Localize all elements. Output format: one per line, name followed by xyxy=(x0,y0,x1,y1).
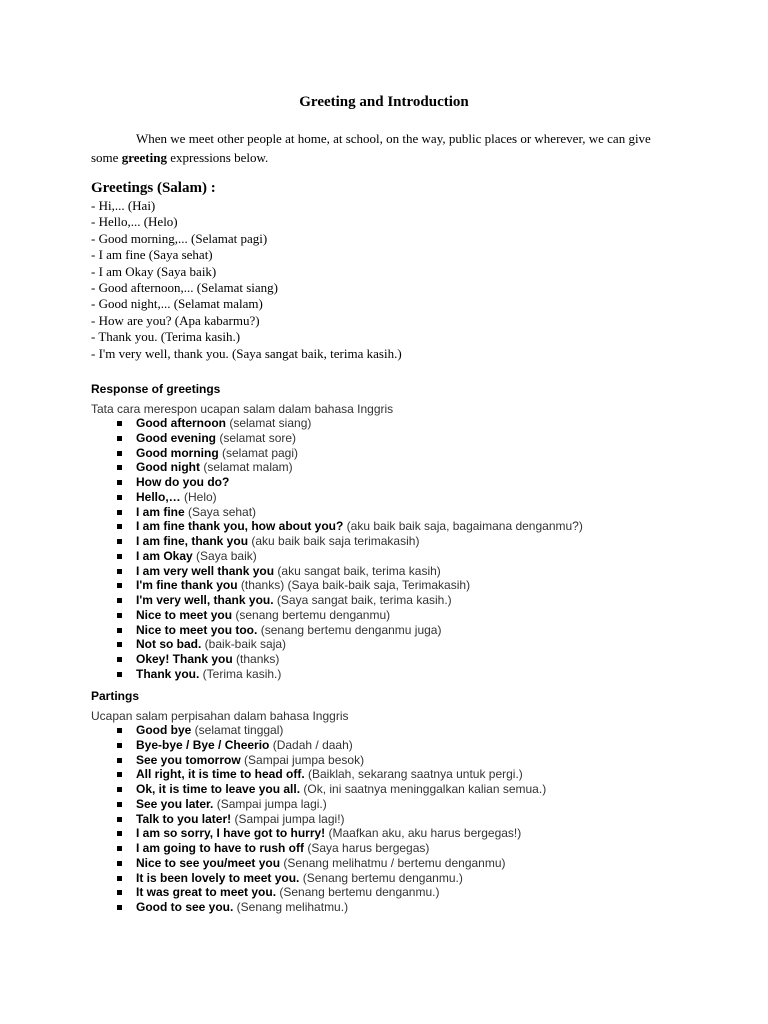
bullet-square-icon xyxy=(117,628,122,633)
greeting-item: - Thank you. (Terima kasih.) xyxy=(91,329,241,345)
phrase-english: See you tomorrow xyxy=(136,752,241,767)
phrase-translation: (Saya baik) xyxy=(192,548,257,563)
response-item xyxy=(117,490,583,505)
phrase-english: Bye-bye / Bye / Cheerio xyxy=(136,737,270,752)
phrase-translation: (Baiklah, sekarang saatnya untuk pergi.) xyxy=(304,767,523,782)
bullet-square-icon xyxy=(117,846,122,851)
phrase-translation: (aku sangat baik, terima kasih) xyxy=(274,563,441,578)
phrase-english: All right, it is time to head off. xyxy=(136,767,305,782)
phrase-english: Hello,… xyxy=(136,489,181,504)
response-item xyxy=(117,534,583,549)
phrase-translation: (Maafkan aku, aku harus bergegas!) xyxy=(325,826,522,841)
bullet-square-icon xyxy=(117,817,122,822)
bullet-square-icon xyxy=(117,787,122,792)
phrase-translation: (aku baik baik saja, bagaimana denganmu?) xyxy=(343,519,583,534)
parting-item xyxy=(117,885,546,900)
parting-item xyxy=(117,723,546,738)
bullet-square-icon xyxy=(117,465,122,470)
bullet-square-icon xyxy=(117,672,122,677)
bullet-square-icon xyxy=(117,642,122,647)
bullet-square-icon xyxy=(117,569,122,574)
bullet-square-icon xyxy=(117,539,122,544)
greeting-item: - Good afternoon,... (Selamat siang) xyxy=(91,280,279,296)
phrase-english: I am fine thank you, how about you? xyxy=(136,519,344,534)
parting-item xyxy=(117,841,546,856)
phrase-english: Ok, it is time to leave you all. xyxy=(136,782,301,796)
bullet-square-icon xyxy=(117,861,122,866)
response-item xyxy=(117,460,583,475)
bullet-square-icon xyxy=(117,421,122,426)
response-list xyxy=(117,416,583,682)
phrase-translation: (Sampai jumpa besok) xyxy=(240,752,365,767)
phrase-english: I'm very well, thank you. xyxy=(136,593,274,607)
bullet-square-icon xyxy=(117,728,122,733)
phrase-translation: (Saya sangat baik, terima kasih.) xyxy=(273,593,452,607)
greeting-item: - I am Okay (Saya baik) xyxy=(91,263,217,279)
response-item xyxy=(117,667,583,682)
phrase-translation: (baik-baik saja) xyxy=(201,637,287,652)
greeting-item: - I am fine (Saya sehat) xyxy=(91,247,213,263)
phrase-english: I am so sorry, I have got to hurry! xyxy=(136,826,326,841)
intro-paragraph xyxy=(91,129,681,167)
response-item xyxy=(117,608,583,623)
bullet-square-icon xyxy=(117,890,122,895)
phrase-english: Nice to meet you too. xyxy=(136,622,258,637)
phrase-english: It was great to meet you. xyxy=(136,885,277,900)
greeting-item: - Good night,... (Selamat malam) xyxy=(91,296,263,312)
greeting-item: - Hi,... (Hai) xyxy=(91,198,156,213)
bullet-square-icon xyxy=(117,451,122,456)
phrase-translation: (Ok, ini saatnya meninggalkan kalian semua.) xyxy=(300,782,547,796)
phrase-translation: (Senang bertemu denganmu.) xyxy=(299,870,463,885)
phrase-english: It is been lovely to meet you. xyxy=(136,870,300,885)
greeting-item: - I'm very well, thank you. (Saya sangat baik, terima kasih.) xyxy=(91,345,402,361)
bullet-square-icon xyxy=(117,495,122,500)
phrase-translation: (selamat sore) xyxy=(216,430,297,445)
bullet-square-icon xyxy=(117,905,122,910)
phrase-english: Good afternoon xyxy=(136,416,226,430)
bullet-square-icon xyxy=(117,554,122,559)
phrase-translation: (selamat pagi) xyxy=(218,445,299,460)
phrase-english: Talk to you later! xyxy=(136,811,232,826)
intro-text-before: When we meet other people at home, at school, on the way, public places or wherever, we can give some xyxy=(91,131,651,165)
bullet-square-icon xyxy=(117,480,122,485)
intro-bold-word: greeting xyxy=(121,150,167,165)
parting-item xyxy=(117,738,546,753)
bullet-square-icon xyxy=(117,524,122,529)
parting-item xyxy=(117,900,546,915)
phrase-english: I am Okay xyxy=(136,548,193,563)
phrase-translation: (Terima kasih.) xyxy=(199,666,282,681)
phrase-english: Good night xyxy=(136,460,200,475)
phrase-english: I'm fine thank you xyxy=(136,578,238,593)
phrase-translation: (Dadah / daah) xyxy=(269,737,353,752)
partings-heading: Partings xyxy=(91,689,140,703)
parting-item xyxy=(117,856,546,871)
phrase-translation: (thanks) (Saya baik-baik saja, Terimakasih) xyxy=(237,578,471,593)
response-item xyxy=(117,475,583,490)
phrase-translation: (selamat siang) xyxy=(226,416,312,430)
bullet-square-icon xyxy=(117,743,122,748)
bullet-square-icon xyxy=(117,657,122,662)
parting-item xyxy=(117,871,546,886)
phrase-translation: (Sampai jumpa lagi!) xyxy=(231,811,345,826)
phrase-english: Not so bad. xyxy=(136,637,202,652)
response-item xyxy=(117,652,583,667)
phrase-english: I am going to have to rush off xyxy=(136,841,304,855)
response-item xyxy=(117,564,583,579)
phrase-translation: (Helo) xyxy=(180,489,217,504)
parting-item xyxy=(117,767,546,782)
bullet-square-icon xyxy=(117,758,122,763)
phrase-english: I am fine xyxy=(136,504,185,519)
phrase-translation: (Saya harus bergegas) xyxy=(304,841,430,855)
greeting-item: - How are you? (Apa kabarmu?) xyxy=(91,312,260,328)
phrase-translation: (senang bertemu denganmu) xyxy=(232,607,391,622)
parting-item xyxy=(117,826,546,841)
response-item xyxy=(117,519,583,534)
intro-text-after: expressions below. xyxy=(166,150,269,165)
greeting-item: - Good morning,... (Selamat pagi) xyxy=(91,230,268,246)
greetings-heading: Greetings (Salam) : xyxy=(91,180,216,196)
phrase-english: Nice to meet you xyxy=(136,607,233,622)
response-item xyxy=(117,446,583,461)
phrase-english: I am very well thank you xyxy=(136,563,275,578)
response-item xyxy=(117,505,583,520)
bullet-square-icon xyxy=(117,583,122,588)
bullet-square-icon xyxy=(117,772,122,777)
response-item xyxy=(117,549,583,564)
phrase-english: I am fine, thank you xyxy=(136,534,249,548)
response-item xyxy=(117,637,583,652)
parting-item xyxy=(117,782,546,797)
phrase-translation: (Saya sehat) xyxy=(184,504,257,519)
document-title: Greeting and Introduction xyxy=(299,94,469,110)
parting-item xyxy=(117,812,546,827)
response-item xyxy=(117,623,583,638)
phrase-english: See you later. xyxy=(136,796,214,811)
response-heading: Response of greetings xyxy=(91,382,221,396)
response-item xyxy=(117,578,583,593)
response-item xyxy=(117,416,583,431)
bullet-square-icon xyxy=(117,598,122,603)
phrase-english: Good to see you. xyxy=(136,900,234,914)
phrase-translation: (Senang melihatmu / bertemu denganmu) xyxy=(280,855,506,870)
phrase-translation: (aku baik baik saja terimakasih) xyxy=(248,534,420,548)
phrase-english: Okey! Thank you xyxy=(136,652,233,666)
parting-item xyxy=(117,797,546,812)
bullet-square-icon xyxy=(117,613,122,618)
phrase-translation: (senang bertemu denganmu juga) xyxy=(257,622,442,637)
phrase-translation: (thanks) xyxy=(232,652,280,666)
partings-list xyxy=(117,723,546,915)
phrase-english: How do you do? xyxy=(136,475,230,489)
phrase-english: Thank you. xyxy=(136,666,200,681)
phrase-english: Good bye xyxy=(136,723,192,737)
bullet-square-icon xyxy=(117,510,122,515)
phrase-translation: (Sampai jumpa lagi.) xyxy=(213,796,327,811)
phrase-english: Good evening xyxy=(136,430,217,445)
phrase-translation: (Senang bertemu denganmu.) xyxy=(276,885,440,900)
partings-subtitle: Ucapan salam perpisahan dalam bahasa Inggris xyxy=(91,709,349,723)
phrase-translation: (selamat tinggal) xyxy=(191,723,284,737)
bullet-square-icon xyxy=(117,831,122,836)
greetings-list xyxy=(91,198,402,362)
response-subtitle: Tata cara merespon ucapan salam dalam bahasa Inggris xyxy=(91,402,394,416)
parting-item xyxy=(117,753,546,768)
response-item xyxy=(117,593,583,608)
greeting-item: - Hello,... (Helo) xyxy=(91,214,178,230)
phrase-translation: (selamat malam) xyxy=(199,460,293,475)
response-item xyxy=(117,431,583,446)
phrase-english: Nice to see you/meet you xyxy=(136,855,281,870)
bullet-square-icon xyxy=(117,802,122,807)
bullet-square-icon xyxy=(117,436,122,441)
phrase-english: Good morning xyxy=(136,445,219,460)
phrase-translation: (Senang melihatmu.) xyxy=(233,900,349,914)
bullet-square-icon xyxy=(117,876,122,881)
